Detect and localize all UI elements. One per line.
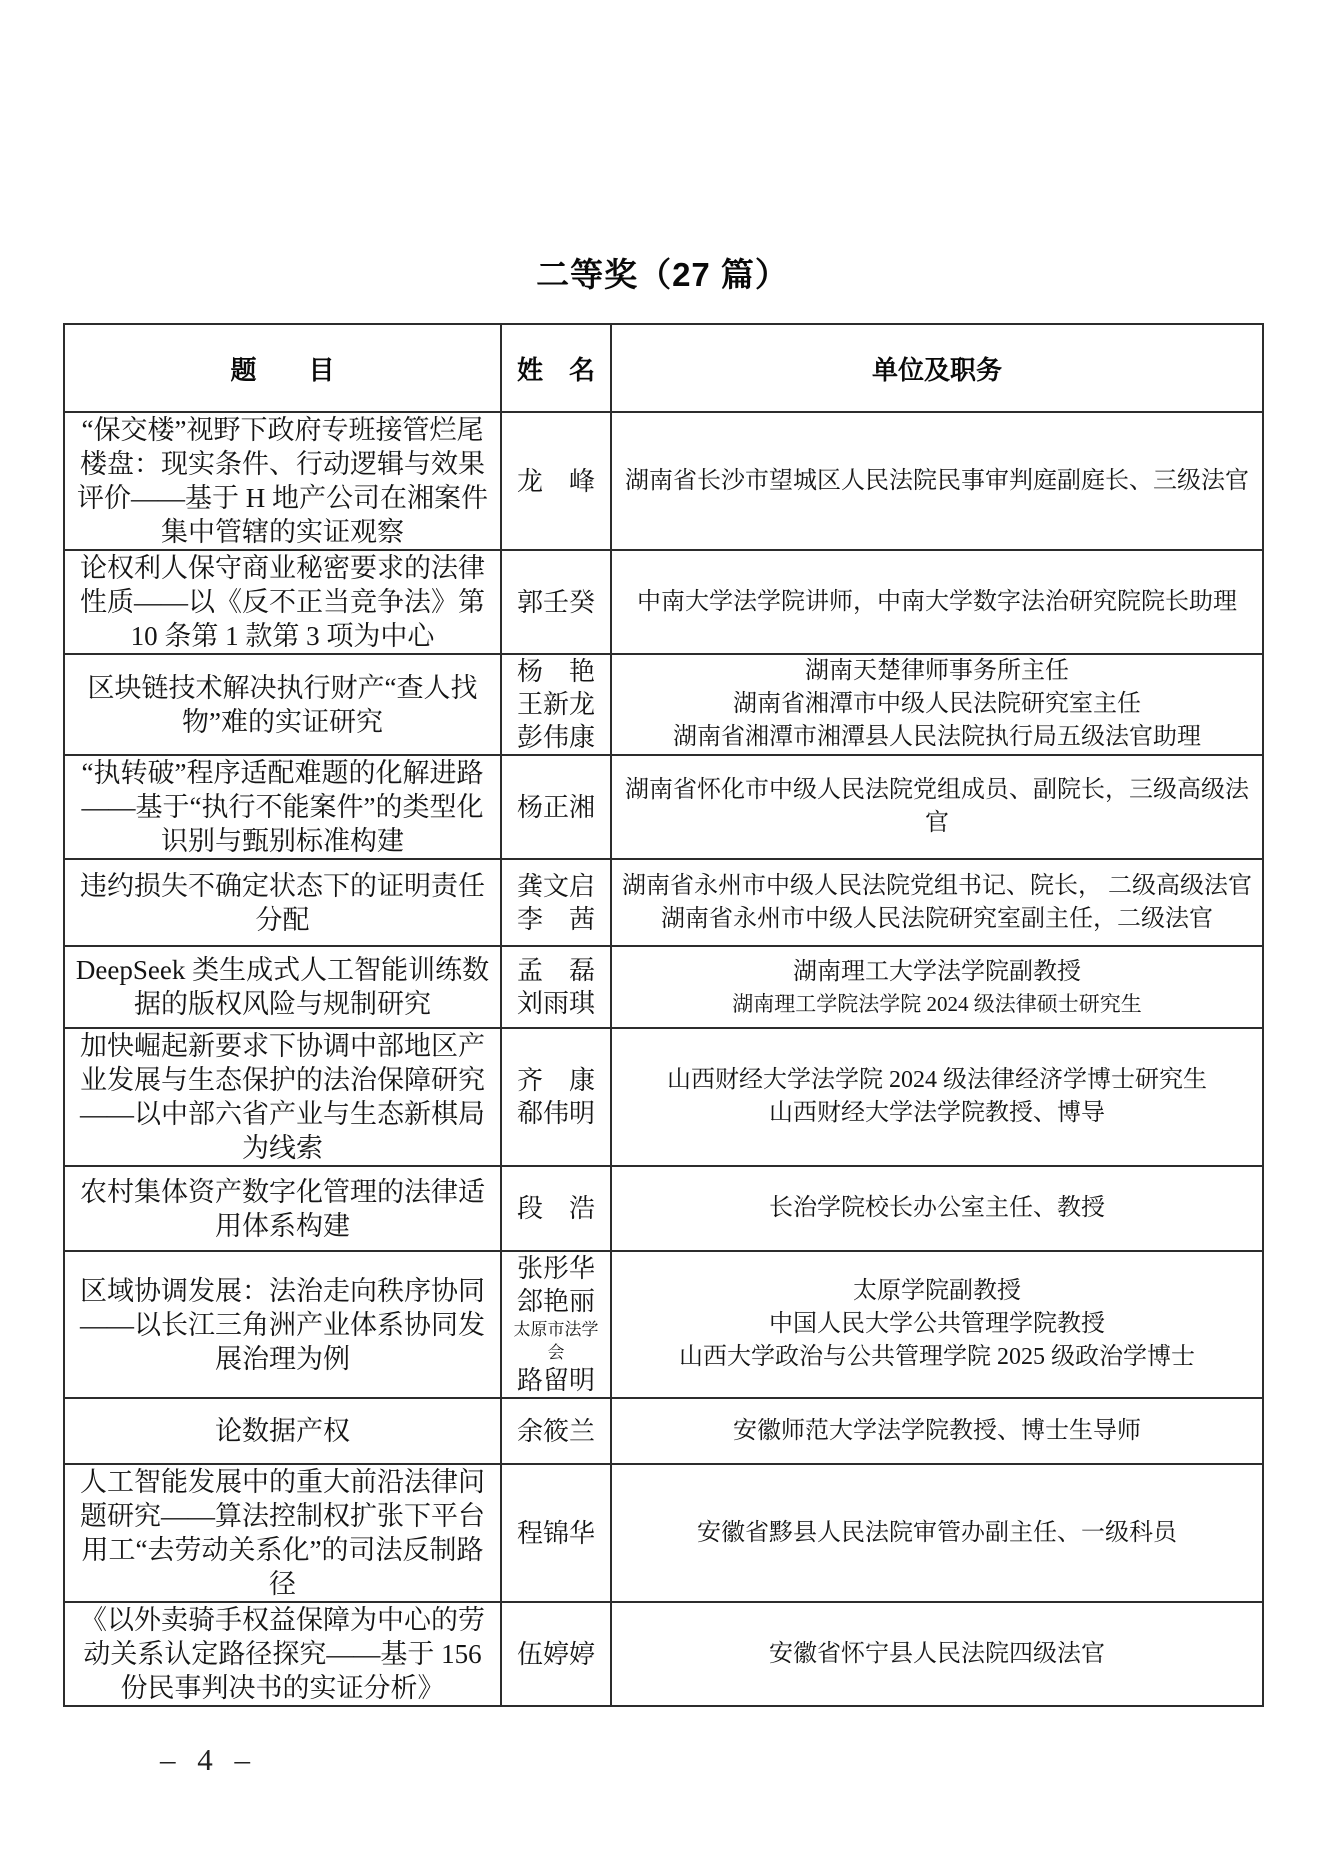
paper-title-cell: 《以外卖骑手权益保障为中心的劳动关系认定路径探究——基于 156 份民事判决书的实证分析》 <box>64 1602 501 1706</box>
table-row <box>64 755 1263 859</box>
author-unit-cell <box>611 1166 1263 1251</box>
author-unit-cell <box>611 1251 1263 1398</box>
author-name: 张彤华 <box>516 1254 595 1283</box>
author-unit-cell <box>611 1398 1263 1464</box>
table-row <box>64 550 1263 654</box>
author-name: 彭伟康 <box>516 723 595 752</box>
unit-line: 安徽师范大学法学院教授、博士生导师 <box>733 1417 1141 1444</box>
author-unit-cell <box>611 1028 1263 1166</box>
unit-line: 安徽省怀宁县人民法院四级法官 <box>769 1640 1105 1667</box>
unit-line: 山西财经大学法学院 2024 级法律经济学博士研究生 <box>667 1067 1207 1093</box>
author-name: 郗伟明 <box>516 1099 595 1128</box>
table-row <box>64 946 1263 1028</box>
author-name: 王新龙 <box>516 690 595 719</box>
paper-title-cell: 违约损失不确定状态下的证明责任分配 <box>64 859 501 946</box>
author-unit-cell <box>611 1464 1263 1602</box>
author-name-cell <box>501 859 611 946</box>
author-name: 路留明 <box>516 1366 595 1395</box>
author-name-cell <box>501 412 611 550</box>
author-unit-cell <box>611 412 1263 550</box>
author-name-cell <box>501 1251 611 1398</box>
table-row <box>64 1251 1263 1398</box>
unit-line: 湖南省湘潭市湘潭县人民法院执行局五级法官助理 <box>673 724 1201 750</box>
table-row <box>64 1464 1263 1602</box>
paper-title-cell: 人工智能发展中的重大前沿法律问题研究——算法控制权扩张下平台用工“去劳动关系化”的司法反制路径 <box>64 1464 501 1602</box>
table-header-row <box>64 324 1263 412</box>
unit-line: 湖南天楚律师事务所主任 <box>805 658 1069 684</box>
author-name: 孟 磊 <box>516 956 595 985</box>
table-row <box>64 1398 1263 1464</box>
author-name: 齐 康 <box>516 1066 595 1095</box>
unit-line: 湖南省永州市中级人民法院党组书记、院长， 二级高级法官 <box>622 872 1252 899</box>
author-unit-cell <box>611 550 1263 654</box>
paper-title-cell: 区域协调发展：法治走向秩序协同——以长江三角洲产业体系协同发展治理为例 <box>64 1251 501 1398</box>
author-name-cell <box>501 755 611 859</box>
unit-line: 中国人民大学公共管理学院教授 <box>769 1311 1105 1337</box>
column-header-title: 题 目 <box>64 324 501 412</box>
unit-line: 长治学院校长办公室主任、教授 <box>769 1195 1105 1221</box>
author-name-cell <box>501 1464 611 1602</box>
page-number: – 4 – <box>160 1742 252 1777</box>
unit-line: 中南大学法学院讲师，中南大学数字法治研究院院长助理 <box>637 588 1237 615</box>
author-name: 李 茜 <box>516 904 595 934</box>
author-name: 龚文启 <box>516 871 595 901</box>
paper-title-cell: “保交楼”视野下政府专班接管烂尾楼盘：现实条件、行动逻辑与效果评价——基于 H 地产公司在湘案件集中管辖的实证观察 <box>64 412 501 550</box>
paper-title-cell: DeepSeek 类生成式人工智能训练数据的版权风险与规制研究 <box>64 946 501 1028</box>
paper-title-cell: 加快崛起新要求下协调中部地区产业发展与生态保护的法治保障研究——以中部六省产业与生态新棋局为线索 <box>64 1028 501 1166</box>
author-unit-cell <box>611 946 1263 1028</box>
table-row <box>64 1166 1263 1251</box>
table-row <box>64 1602 1263 1706</box>
author-name: 郭壬癸 <box>516 587 595 617</box>
paper-title-cell: 论数据产权 <box>64 1398 501 1464</box>
unit-line: 湖南省怀化市中级人民法院党组成员、副院长，三级高级法官 <box>625 777 1249 836</box>
author-name: 郐艳丽 <box>516 1287 595 1316</box>
unit-line: 山西财经大学法学院教授、博导 <box>769 1100 1105 1126</box>
author-name: 刘雨琪 <box>516 989 595 1018</box>
paper-title-cell: “执转破”程序适配难题的化解进路——基于“执行不能案件”的类型化识别与甄别标准构建 <box>64 755 501 859</box>
paper-title-cell: 区块链技术解决执行财产“查人找物”难的实证研究 <box>64 654 501 755</box>
unit-line: 安徽省黟县人民法院审管办副主任、一级科员 <box>697 1519 1177 1546</box>
column-header-name: 姓 名 <box>501 324 611 412</box>
author-name: 杨正湘 <box>516 792 595 822</box>
author-name: 程锦华 <box>516 1518 595 1548</box>
author-unit-cell <box>611 859 1263 946</box>
awards-table <box>63 323 1264 1707</box>
author-name: 龙 峰 <box>516 466 595 496</box>
page-title: 二等奖（27 篇） <box>536 256 789 293</box>
author-unit-cell <box>611 654 1263 755</box>
unit-line: 山西大学政治与公共管理学院 2025 级政治学博士 <box>679 1344 1195 1370</box>
author-name-cell <box>501 1398 611 1464</box>
author-unit-cell <box>611 1602 1263 1706</box>
unit-line: 湖南省湘潭市中级人民法院研究室主任 <box>733 691 1141 717</box>
author-name-cell <box>501 654 611 755</box>
author-name: 伍婷婷 <box>516 1639 595 1669</box>
unit-line: 湖南理工学院法学院 2024 级法律硕士研究生 <box>732 991 1142 1016</box>
author-name: 余筱兰 <box>516 1416 595 1446</box>
author-unit-cell <box>611 755 1263 859</box>
author-name: 段 浩 <box>516 1194 595 1223</box>
author-name-cell <box>501 946 611 1028</box>
unit-line: 太原学院副教授 <box>853 1278 1021 1304</box>
author-name-cell <box>501 550 611 654</box>
author-name-cell <box>501 1166 611 1251</box>
table-row <box>64 1028 1263 1166</box>
paper-title-cell: 论权利人保守商业秘密要求的法律性质——以《反不正当竞争法》第 10 条第 1 款第 3 项为中心 <box>64 550 501 654</box>
unit-line: 湖南省长沙市望城区人民法院民事审判庭副庭长、三级法官 <box>625 467 1249 494</box>
table-row <box>64 859 1263 946</box>
table-row <box>64 654 1263 755</box>
author-name-cell <box>501 1028 611 1166</box>
author-name: 杨 艳 <box>516 657 595 686</box>
author-name-cell <box>501 1602 611 1706</box>
table-row <box>64 412 1263 550</box>
unit-line: 湖南理工大学法学院副教授 <box>793 958 1081 985</box>
unit-line: 湖南省永州市中级人民法院研究室副主任，二级法官 <box>661 905 1213 932</box>
column-header-unit: 单位及职务 <box>611 324 1263 412</box>
paper-title-cell: 农村集体资产数字化管理的法律适用体系构建 <box>64 1166 501 1251</box>
author-name: 太原市法学会 <box>513 1320 599 1362</box>
